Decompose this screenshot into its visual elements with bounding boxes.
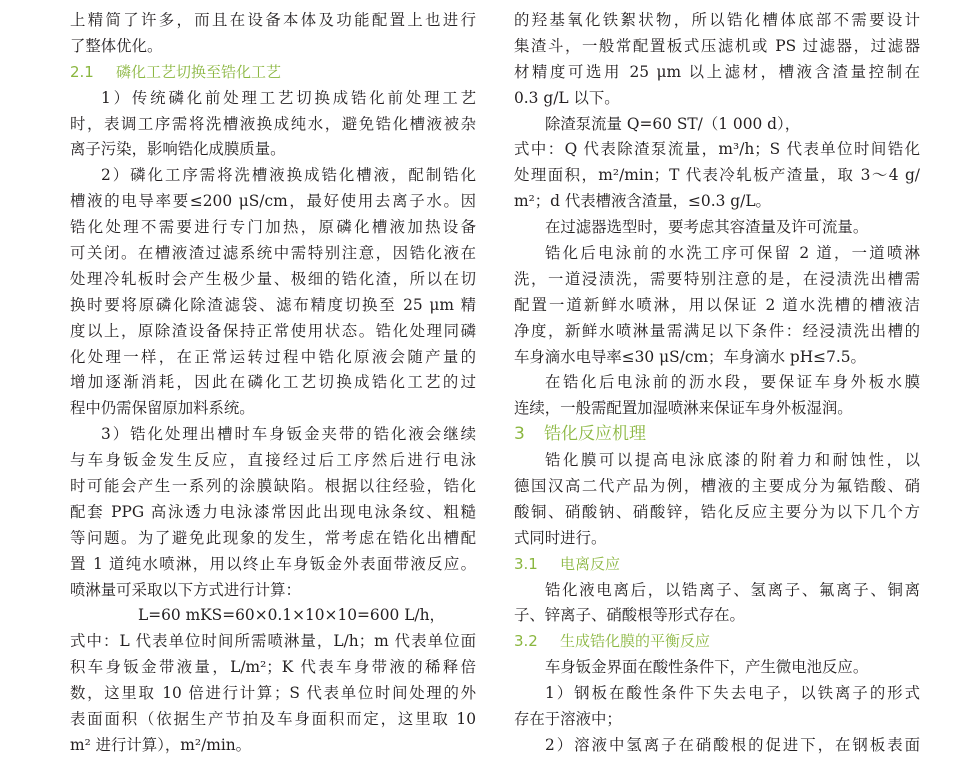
section-number: 2.1 bbox=[70, 62, 94, 81]
right-column bbox=[514, 8, 920, 759]
text-line: 净度，新鲜水喷淋量需满足以下条件：经浸渍洗出槽的 bbox=[514, 321, 920, 340]
text-line: 式中：L 代表单位时间所需喷淋量，L/h；m 代表单位面 bbox=[70, 632, 476, 651]
text-line: 增加逐渐消耗，因此在磷化工艺切换成锆化工艺的过 bbox=[70, 373, 476, 392]
text-line: 2）磷化工序需将洗槽液换成锆化槽液，配制锆化 bbox=[101, 166, 476, 185]
text-line: 上精简了许多，而且在设备本体及功能配置上也进行 bbox=[70, 11, 476, 29]
text-line: 0.3 g/L 以下。 bbox=[514, 88, 620, 107]
text-line: 处理冷轧板时会产生极少量、极细的锆化渣，所以在切 bbox=[70, 269, 476, 288]
section-title: 电离反应 bbox=[560, 554, 621, 573]
text-line: 了整体优化。 bbox=[70, 36, 163, 55]
section-number: 3.2 bbox=[514, 632, 538, 651]
text-line: 德国汉高二代产品为例，槽液的主要成分为氟锆酸、硝 bbox=[514, 477, 920, 496]
text-line: 喷淋量可采取以下方式进行计算： bbox=[70, 580, 301, 599]
text-line: 程中仍需保留原加料系统。 bbox=[70, 399, 255, 418]
text-line: m² 进行计算），m²/min。 bbox=[70, 735, 252, 754]
text-line: 2）溶液中氢离子在硝酸根的促进下，在钢板表面 bbox=[545, 735, 920, 754]
text-line: 1）钢板在酸性条件下失去电子，以铁离子的形式 bbox=[545, 684, 920, 703]
formula: 除渣泵流量 Q=60 ST/（1 000 d）， bbox=[545, 114, 801, 133]
text-line: 子、锌离子、硝酸根等形式存在。 bbox=[514, 606, 745, 625]
text-line: 数，这里取 10 倍进行计算；S 代表单位时间处理的外 bbox=[70, 684, 476, 703]
section-number: 3.1 bbox=[514, 554, 538, 573]
text-line: 锆化后电泳前的水洗工序可保留 2 道，一道喷淋 bbox=[545, 244, 920, 263]
formula: L=60 mKS=60×0.1×10×10=600 L/h， bbox=[138, 606, 445, 625]
left-column bbox=[70, 8, 476, 759]
text-line: m²；d 代表槽液含渣量，≤0.3 g/L。 bbox=[514, 192, 771, 211]
text-line: 积车身钣金带液量，L/m²；K 代表车身带液的稀释倍 bbox=[70, 658, 476, 677]
text-line: 化处理一样，在正常运转过程中锆化原液会随产量的 bbox=[70, 347, 476, 366]
text-line: 与车身钣金发生反应，直接经过后工序然后进行电泳 bbox=[70, 451, 476, 470]
text-line: 处理面积，m²/min；T 代表冷轧板产渣量，取 3～4 g/ bbox=[514, 166, 920, 185]
text-line: 3）锆化处理出槽时车身钣金夹带的锆化液会继续 bbox=[101, 425, 476, 444]
text-line: 材精度可选用 25 μm 以上滤材，槽液含渣量控制在 bbox=[514, 62, 920, 81]
text-line: 连续，一般需配置加湿喷淋来保证车身外板湿润。 bbox=[514, 399, 853, 418]
text-line: 配置一道新鲜水喷淋，用以保证 2 道水洗槽的槽液洁 bbox=[514, 295, 920, 314]
text-line: 1）传统磷化前处理工艺切换成锆化前处理工艺 bbox=[101, 88, 476, 107]
text-line: 锆化膜可以提高电泳底漆的附着力和耐蚀性，以 bbox=[545, 451, 920, 470]
section-number: 3 bbox=[514, 424, 525, 445]
text-line: 式同时进行。 bbox=[514, 528, 607, 547]
text-line: 表面面积（依据生产节拍及车身面积而定，这里取 10 bbox=[70, 710, 476, 729]
text-line: 配套 PPG 高泳透力电泳漆常因此出现电泳条纹、粗糙 bbox=[70, 502, 476, 521]
text-line: 换时要将原磷化除渣滤袋、滤布精度切换至 25 μm 精 bbox=[70, 295, 476, 314]
text-line: 离子污染，影响锆化成膜质量。 bbox=[70, 140, 286, 159]
text-line: 时可能会产生一系列的涂膜缺陷。根据以往经验，锆化 bbox=[70, 477, 476, 496]
section-title: 生成锆化膜的平衡反应 bbox=[560, 632, 711, 651]
text-line: 置 1 道纯水喷淋，用以终止车身钣金外表面带液反应。 bbox=[70, 554, 476, 573]
text-line: 在锆化后电泳前的沥水段，要保证车身外板水膜 bbox=[545, 373, 920, 392]
section-title: 磷化工艺切换至锆化工艺 bbox=[116, 62, 282, 81]
text-line: 在过滤器选型时，要考虑其容渣量及许可流量。 bbox=[545, 218, 869, 237]
text-line: 酸铜、硝酸钠、硝酸锌，锆化反应主要分为以下几个方 bbox=[514, 502, 920, 521]
section-heading-3 bbox=[514, 422, 920, 448]
text-line: 车身滴水电导率≤30 μS/cm；车身滴水 pH≤7.5。 bbox=[514, 347, 866, 366]
text-line: 度以上，原除渣设备保持正常使用状态。锆化处理同磷 bbox=[70, 321, 476, 340]
text-line: 时，表调工序需将洗槽液换成纯水，避免锆化槽液被杂 bbox=[70, 114, 476, 133]
text-line: 可关闭。在槽液渣过滤系统中需特别注意，因锆化液在 bbox=[70, 244, 476, 263]
text-line: 槽液的电导率要≤200 μS/cm，最好使用去离子水。因 bbox=[70, 192, 476, 211]
text-line: 式中：Q 代表除渣泵流量，m³/h；S 代表单位时间锆化 bbox=[514, 140, 920, 159]
section-heading-2-1 bbox=[70, 60, 476, 86]
section-heading-3-2 bbox=[514, 629, 920, 655]
text-line: 锆化处理不需要进行专门加热，原磷化槽液加热设备 bbox=[70, 218, 476, 237]
text-line: 车身钣金界面在酸性条件下，产生微电池反应。 bbox=[545, 658, 869, 677]
text-line: 洗，一道浸渍洗，需要特别注意的是，在浸渍洗出槽需 bbox=[514, 269, 920, 288]
text-line: 等问题。为了避免此现象的发生，常考虑在锆化出槽配 bbox=[70, 528, 476, 547]
section-title: 锆化反应机理 bbox=[544, 424, 646, 445]
section-heading-3-1 bbox=[514, 552, 920, 578]
text-line: 集渣斗，一般常配置板式压滤机或 PS 过滤器，过滤器 bbox=[514, 36, 920, 55]
text-line: 的羟基氧化铁絮状物，所以锆化槽体底部不需要设计 bbox=[514, 11, 920, 29]
text-line: 存在于溶液中； bbox=[514, 710, 622, 729]
text-line: 锆化液电离后，以锆离子、氢离子、氟离子、铜离 bbox=[545, 580, 920, 599]
